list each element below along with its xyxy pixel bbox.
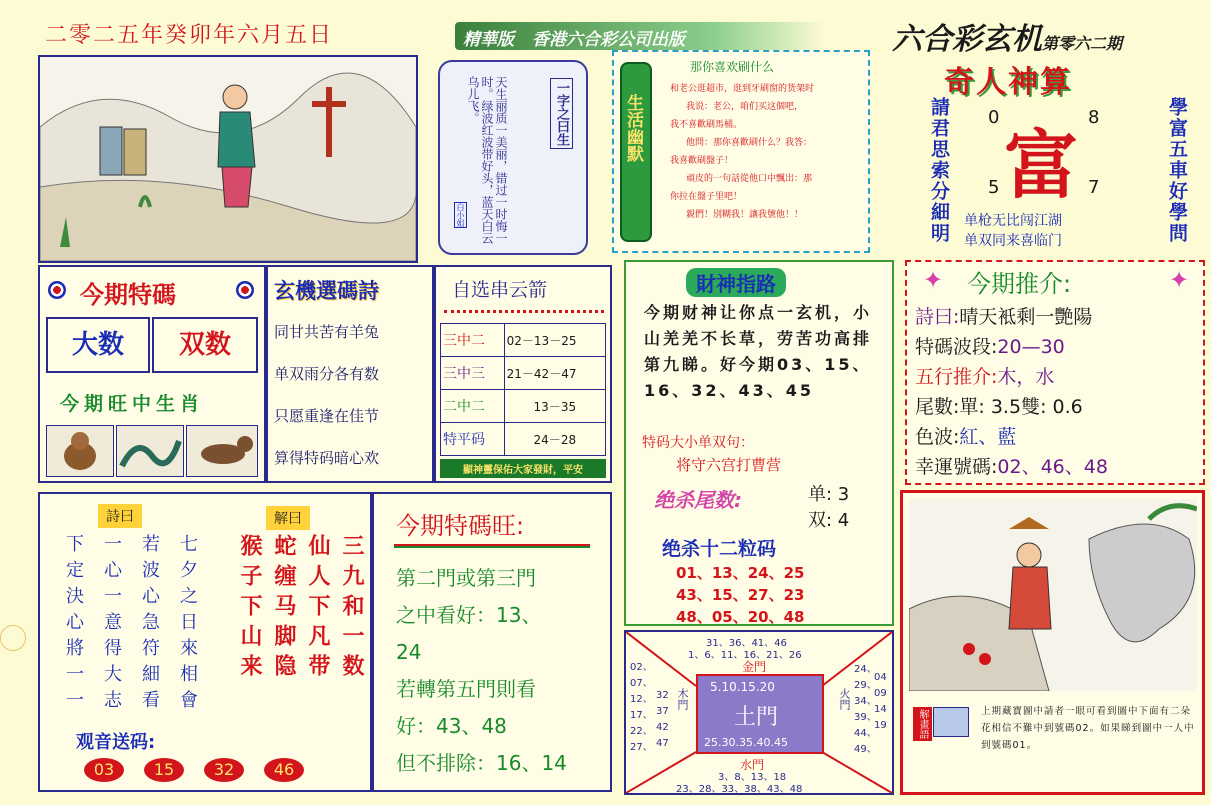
gate-center-top: 5.10.15.20 bbox=[710, 680, 775, 694]
wave-divider bbox=[444, 305, 604, 313]
gate-center-bottom: 25.30.35.40.45 bbox=[704, 736, 788, 749]
gate-num: 47 bbox=[656, 738, 669, 749]
scroll-line: 蓝天白云乌儿飞。 bbox=[466, 76, 494, 244]
scroll-line: 绿波红波带好头， bbox=[480, 100, 494, 196]
gate-bottom-row: 3、8、13、18 bbox=[718, 772, 787, 783]
want-line: 第二門或第三門 bbox=[396, 566, 536, 590]
arrow-table bbox=[440, 323, 606, 456]
number-ball: 32 bbox=[204, 758, 244, 782]
target-icon bbox=[236, 281, 254, 299]
recommend-row bbox=[915, 392, 1108, 422]
sparkle-icon: ✦ bbox=[1169, 266, 1190, 294]
gate-num: 07、 bbox=[630, 678, 653, 689]
recommend-value: 木，水 bbox=[997, 366, 1055, 388]
oracle-line: 单双同来喜临门 bbox=[964, 233, 1062, 249]
zodiac-dragon bbox=[116, 425, 184, 477]
fortune-hint-title: 特码大小单双句： bbox=[642, 435, 754, 451]
gate-num: 37 bbox=[656, 706, 669, 717]
arrow-cell: 三中二 bbox=[441, 324, 505, 357]
sparkle-icon: ✦ bbox=[923, 266, 944, 294]
oracle-right: 學富五車好學問 bbox=[1166, 97, 1188, 244]
arrow-cell: 二中二 bbox=[441, 390, 505, 423]
recommend-value: 晴天袛剩一艷陽 bbox=[959, 306, 1093, 328]
want-divider bbox=[394, 544, 590, 548]
poem-panel bbox=[266, 265, 434, 483]
scroll-tag: 白小姐 bbox=[456, 203, 465, 227]
poem-col: 同甘共苦有羊兔 bbox=[274, 323, 380, 341]
recommend-row bbox=[915, 362, 1108, 392]
gate-num: 02、 bbox=[630, 662, 653, 673]
scroll-side: 一字之曰生 bbox=[550, 78, 573, 149]
gate-left-b bbox=[656, 688, 669, 752]
gate-num: 12、 bbox=[630, 694, 653, 705]
poem-title: 玄機選碼詩 bbox=[274, 279, 379, 303]
want-line: 之中看好：13、 bbox=[396, 603, 542, 627]
arrow-cell: 三中三 bbox=[441, 357, 505, 390]
humor-line: 我说：老公，咱们买这個吧， bbox=[686, 102, 804, 112]
want-title: 今期特碼旺: bbox=[396, 512, 525, 540]
gates-panel bbox=[624, 630, 894, 795]
humor-line: 和老公逛超市，逛到牙刷窗的货架时 bbox=[670, 84, 815, 94]
humor-line: 頑皮的一句話從他口中飄出：那 bbox=[686, 174, 813, 184]
arrow-row bbox=[441, 324, 606, 357]
gate-num: 09 bbox=[874, 688, 887, 699]
arrow-title: 自选串云箭 bbox=[452, 279, 548, 301]
humor-line: 我不喜歡刷馬桶。 bbox=[670, 120, 743, 130]
fortune-text: 今期财神让你点一玄机，小山羌羌不长草，劳苦功高排第九睇。好今期03、15、16、32、43、45 bbox=[644, 303, 873, 400]
want-line: 好：43、48 bbox=[396, 714, 507, 738]
zodiac-label: 今期旺中生肖 bbox=[60, 393, 205, 415]
gate-num: 34、 bbox=[854, 696, 877, 707]
edition-label: 精華版 bbox=[463, 30, 514, 50]
humor-title: 那你喜欢刷什么 bbox=[690, 60, 775, 74]
fortune-panel bbox=[624, 260, 894, 626]
kill12-row: 48、05、20、48 bbox=[676, 608, 805, 626]
gate-num: 49、 bbox=[854, 744, 877, 755]
oracle-panel bbox=[922, 55, 1202, 250]
gate-num: 04 bbox=[874, 672, 887, 683]
zodiac-monkey bbox=[46, 425, 114, 477]
arrow-panel bbox=[434, 265, 612, 483]
recommend-label: 詩曰: bbox=[915, 306, 960, 328]
puzzle-panel bbox=[900, 490, 1205, 795]
gate-num: 27、 bbox=[630, 742, 653, 753]
oracle-left: 請君思索分細明 bbox=[928, 97, 950, 244]
special-b: 双数 bbox=[152, 317, 258, 373]
humor-panel bbox=[612, 50, 870, 253]
kill-tail-b: 双: 4 bbox=[808, 510, 850, 531]
recommend-label: 幸運號碼: bbox=[915, 456, 998, 478]
arrow-row bbox=[441, 390, 606, 423]
arrow-cell: 21－42－47 bbox=[504, 357, 605, 390]
gate-num: 17、 bbox=[630, 710, 653, 721]
gate-num: 39、 bbox=[854, 712, 877, 723]
kill-tail-a: 单: 3 bbox=[808, 484, 850, 505]
landscape-illustration bbox=[40, 57, 416, 261]
oracle-digit: 5 bbox=[988, 177, 1000, 198]
special-a: 大数 bbox=[46, 317, 150, 373]
guanyin-balls bbox=[84, 758, 324, 782]
recommend-label: 特碼波段: bbox=[915, 336, 998, 358]
gate-num: 24、 bbox=[854, 664, 877, 675]
verse-col: 一心一意得大志 bbox=[101, 534, 122, 716]
gate-num: 42 bbox=[656, 722, 669, 733]
gate-bottom-row: 23、28、33、38、43、48 bbox=[676, 784, 803, 795]
poem-col: 单双雨分各有数 bbox=[274, 365, 380, 383]
recommend-value: 單: 3.5雙: 0.6 bbox=[959, 396, 1083, 418]
oracle-digit: 7 bbox=[1088, 177, 1100, 198]
humor-body bbox=[670, 80, 866, 224]
main-title bbox=[892, 14, 1122, 58]
gate-right-b bbox=[874, 670, 887, 734]
verse-col: 下定決心將一一 bbox=[63, 534, 84, 716]
recommend-value: 20—30 bbox=[997, 336, 1065, 358]
want-body bbox=[396, 560, 567, 782]
gate-num: 19 bbox=[874, 720, 887, 731]
number-ball: 15 bbox=[144, 758, 184, 782]
humor-badge: 生活幽默 bbox=[620, 62, 652, 242]
special-title: 今期特碼 bbox=[80, 281, 176, 309]
guanyin-label: 观音送码: bbox=[76, 732, 156, 753]
want-line: 若轉第五門則看 bbox=[396, 677, 536, 701]
oracle-char: 富 bbox=[1004, 123, 1078, 209]
number-ball: 03 bbox=[84, 758, 124, 782]
recommend-row bbox=[915, 422, 1108, 452]
verse-tag: 詩曰 bbox=[98, 504, 142, 528]
scroll-line: 天生丽质一美丽， bbox=[494, 76, 508, 172]
verse-col: 三九和一数 bbox=[339, 534, 364, 684]
kill12-row: 01、13、24、25 bbox=[676, 564, 805, 582]
gate-num: 22、 bbox=[630, 726, 653, 737]
oracle-line: 单枪无比闯江湖 bbox=[964, 213, 1062, 229]
scroll-line: 错过一时悔一时。 bbox=[480, 76, 508, 244]
gate-water: 水門 bbox=[740, 758, 765, 772]
recommend-value: 02、46、48 bbox=[997, 456, 1108, 478]
recommend-rows bbox=[915, 302, 1108, 482]
puzzle-tag: 解畫語 bbox=[913, 707, 932, 741]
want-panel bbox=[372, 492, 612, 792]
gate-num: 32 bbox=[656, 690, 669, 701]
arrow-row bbox=[441, 423, 606, 456]
arrow-cell: 13－35 bbox=[504, 390, 605, 423]
kill12-row: 43、15、27、23 bbox=[676, 586, 805, 604]
gate-num: 29、 bbox=[854, 680, 877, 691]
verse-col: 猴子下山来 bbox=[237, 534, 262, 684]
edition-banner bbox=[455, 22, 825, 50]
gate-fire: 火門 bbox=[838, 688, 851, 710]
gate-num: 44、 bbox=[854, 728, 877, 739]
special-panel bbox=[38, 265, 266, 483]
verse-col: 仙人下凡带 bbox=[305, 534, 330, 684]
gate-num: 14 bbox=[874, 704, 887, 715]
puzzle-text: 上期藏寶圖中請者一眼可看到圖中下面有二朵花相信不難中到號碼02。如果睇到圖中一人中到號碼01。 bbox=[981, 706, 1195, 751]
gate-wood: 木門 bbox=[676, 688, 689, 710]
verse-tag: 解曰 bbox=[266, 506, 310, 530]
arrow-row bbox=[441, 357, 606, 390]
want-line: 24 bbox=[396, 640, 422, 664]
issue-date: 二零二五年癸卯年六月五日 bbox=[45, 23, 334, 48]
recommend-panel bbox=[905, 260, 1205, 485]
oracle-digit: 0 bbox=[988, 107, 1000, 128]
fortune-hint: 将守六宫打曹营 bbox=[676, 456, 782, 474]
gate-gold: 金門 bbox=[742, 660, 767, 674]
title-text: 六合彩玄机 bbox=[892, 22, 1042, 57]
issue-number: 第零六二期 bbox=[1042, 34, 1123, 53]
recommend-label: 五行推介: bbox=[915, 366, 998, 388]
page-marker bbox=[0, 625, 26, 651]
verse-col: 蛇缠马脚隐 bbox=[271, 534, 296, 684]
verse-col: 七夕之日來相會 bbox=[177, 534, 198, 716]
recommend-title: 今期推介: bbox=[967, 270, 1072, 298]
recommend-label: 尾數: bbox=[915, 396, 960, 418]
illustration-farmer bbox=[38, 55, 418, 263]
humor-line: 你拉在盤子里吧！ bbox=[670, 192, 743, 202]
oracle-digit: 8 bbox=[1088, 107, 1100, 128]
scroll-poem bbox=[438, 60, 588, 255]
recommend-label: 色波: bbox=[915, 426, 960, 448]
number-ball: 46 bbox=[264, 758, 304, 782]
gate-left-a bbox=[630, 660, 653, 756]
recommend-row bbox=[915, 332, 1108, 362]
kill12-title: 绝杀十二粒码 bbox=[662, 538, 777, 560]
kill-tail-label: 绝杀尾数: bbox=[654, 488, 742, 512]
recommend-value: 紅、藍 bbox=[959, 426, 1017, 448]
humor-line: 我喜歡刷盤子！ bbox=[670, 156, 734, 166]
publisher-label: 香港六合彩公司出版 bbox=[532, 30, 685, 50]
gate-center-label: 土門 bbox=[734, 705, 779, 730]
target-icon bbox=[48, 281, 66, 299]
verse-panel bbox=[38, 492, 372, 792]
oracle-title: 奇人神算 bbox=[944, 65, 1072, 100]
scroll-lines bbox=[466, 76, 508, 246]
gate-top-row: 31、36、41、46 bbox=[706, 638, 787, 649]
arrow-cell: 02－13－25 bbox=[504, 324, 605, 357]
recommend-row bbox=[915, 302, 1108, 332]
want-line: 但不排除：16、14 bbox=[396, 751, 567, 775]
arrow-cell: 特平码 bbox=[441, 423, 505, 456]
puzzle-picture bbox=[909, 499, 1197, 691]
fortune-title: 財神指路 bbox=[686, 268, 786, 297]
zodiac-dog bbox=[186, 425, 258, 477]
arrow-cell: 24－28 bbox=[504, 423, 605, 456]
gate-top-row: 1、6、11、16、21、26 bbox=[688, 650, 802, 661]
gate-center bbox=[696, 674, 824, 754]
poem-col: 只愿重逢在佳节 bbox=[274, 407, 380, 425]
verse-col: 若波心急符細看 bbox=[139, 534, 160, 716]
humor-line: 他問：那你喜歡刷什么？我答： bbox=[686, 138, 813, 148]
book-icon bbox=[933, 707, 969, 737]
poem-col: 算得特码暗心欢 bbox=[274, 449, 380, 467]
humor-line: 親們！別糊我！讓我號他！！ bbox=[686, 210, 804, 220]
arrow-footer: 顯神靈保佑大家發財，平安 bbox=[440, 459, 606, 478]
recommend-row bbox=[915, 452, 1108, 482]
puzzle-illustration bbox=[909, 499, 1197, 691]
